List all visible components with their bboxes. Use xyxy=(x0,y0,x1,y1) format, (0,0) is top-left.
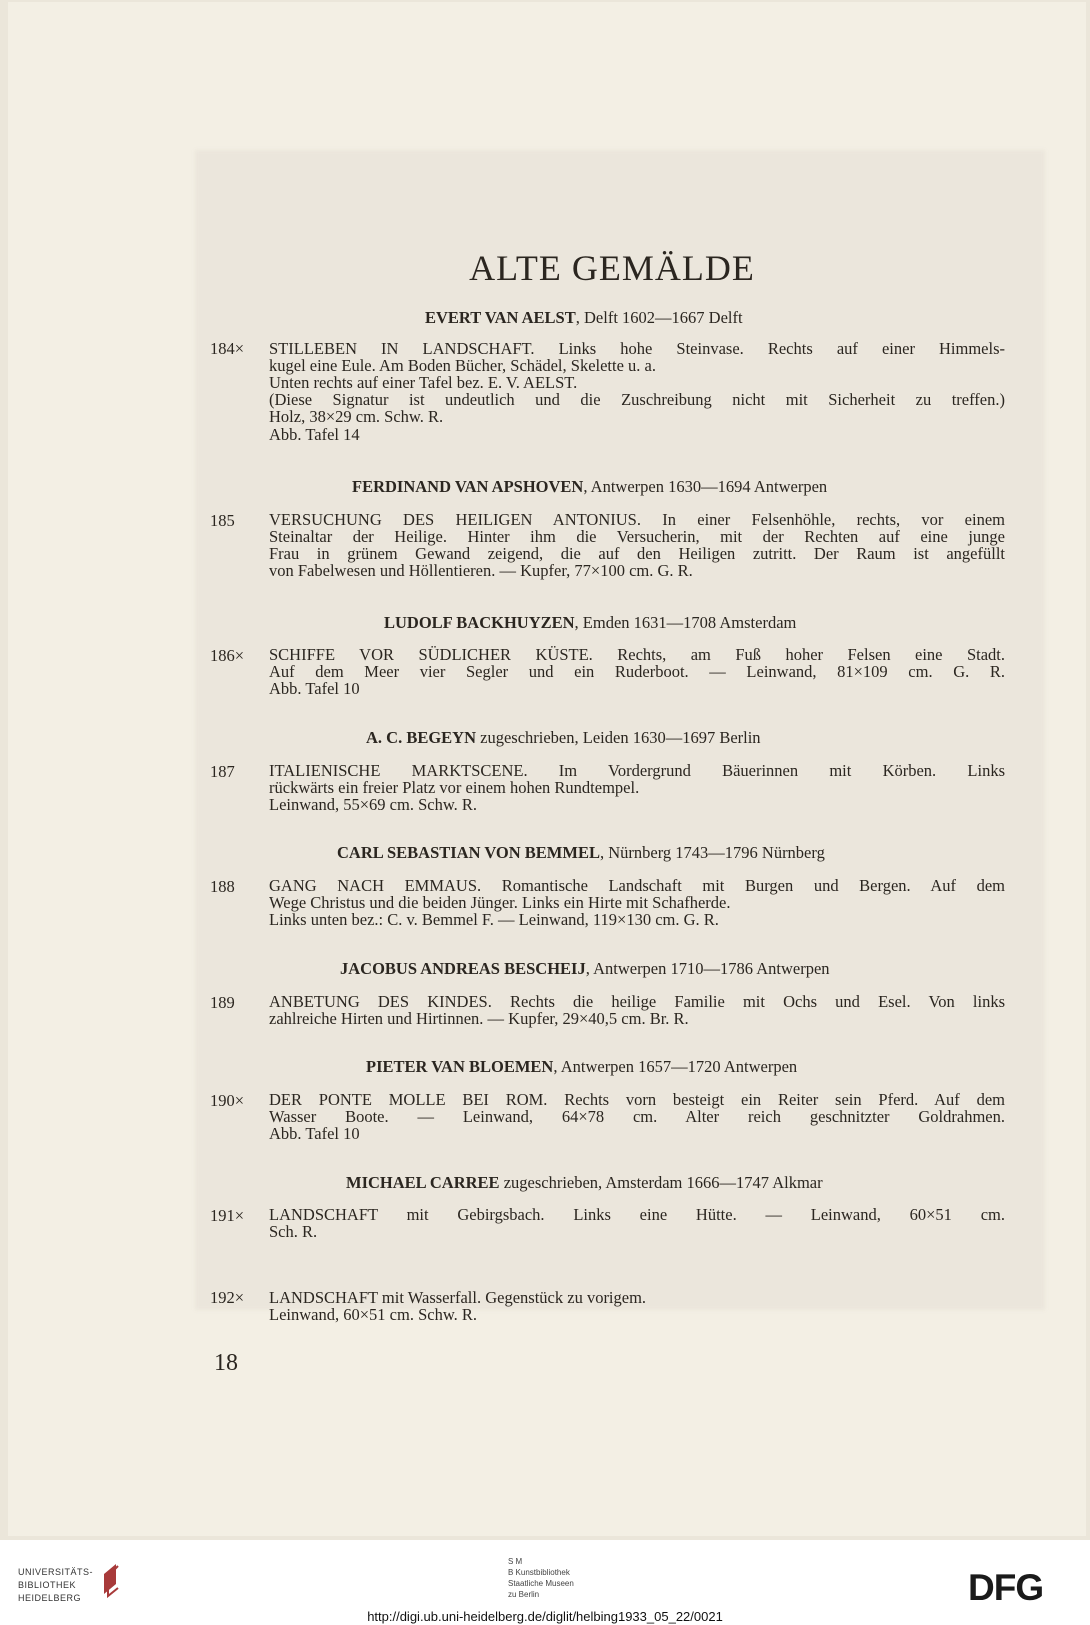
lot-text-line: Unten rechts auf einer Tafel bez. E. V. AELST. xyxy=(269,373,578,392)
lot-text-line: kugel eine Eule. Am Boden Bücher, Schädel, Skelette u. a. xyxy=(269,356,656,375)
lot-text-line: Links unten bez.: C. v. Bemmel F. — Leinwand, 119×130 cm. G. R. xyxy=(269,910,719,929)
university-library-logo[interactable] xyxy=(18,1566,93,1605)
artist-name: A. C. BEGEYN xyxy=(366,728,477,747)
lot-text-line: GANG NACH EMMAUS. Romantische Landschaft mit Burgen und Bergen. Auf dem xyxy=(269,876,1005,895)
page-title: ALTE GEMÄLDE xyxy=(469,248,755,288)
lot-text-line: rückwärts ein freier Platz vor einem hohen Rundtempel. xyxy=(269,778,640,797)
lot-number: 185 xyxy=(210,511,235,530)
lot-text-line: STILLEBEN IN LANDSCHAFT. Links hohe Steinvase. Rechts auf einer Himmels- xyxy=(269,339,1005,358)
artist-name: MICHAEL CARREE xyxy=(346,1173,500,1192)
artist-info: zugeschrieben, Leiden 1630—1697 Berlin xyxy=(476,728,761,747)
artist-name: LUDOLF BACKHUYZEN xyxy=(384,613,575,632)
lot-text-line: Abb. Tafel 14 xyxy=(269,425,360,444)
lot-text-line: Abb. Tafel 10 xyxy=(269,1124,360,1143)
artist-heading xyxy=(337,843,825,863)
artist-heading xyxy=(352,477,827,497)
artist-info: , Emden 1631—1708 Amsterdam xyxy=(574,613,797,632)
permalink-url[interactable]: http://digi.ub.uni-heidelberg.de/diglit/helbing1933_05_22/0021 xyxy=(367,1609,723,1624)
lot-text-line: Wasser Boote. — Leinwand, 64×78 cm. Alter reich geschnitzter Goldrahmen. xyxy=(269,1107,1005,1126)
lot-number: 191× xyxy=(210,1206,245,1225)
artist-name: JACOBUS ANDREAS BESCHEIJ xyxy=(340,959,586,978)
artist-heading xyxy=(346,1173,823,1193)
artist-info: , Antwerpen 1630—1694 Antwerpen xyxy=(583,477,828,496)
lot-number: 188 xyxy=(210,877,235,896)
university-seal-icon xyxy=(96,1560,130,1600)
lot-text-line: Leinwand, 60×51 cm. Schw. R. xyxy=(269,1305,478,1324)
lot-text-line: ANBETUNG DES KINDES. Rechts die heilige Familie mit Ochs und Esel. Von links xyxy=(269,992,1005,1011)
lot-text-line: Leinwand, 55×69 cm. Schw. R. xyxy=(269,795,478,814)
artist-name: PIETER VAN BLOEMEN xyxy=(366,1057,554,1076)
lot-text-line: Auf dem Meer vier Segler und ein Ruderboot. — Leinwand, 81×109 cm. G. R. xyxy=(269,662,1005,681)
artist-info: , Delft 1602—1667 Delft xyxy=(575,308,743,327)
artist-heading xyxy=(425,308,743,328)
lot-text-line: Sch. R. xyxy=(269,1222,318,1241)
artist-heading xyxy=(366,728,761,748)
lot-text-line: Frau in grünem Gewand zeigend, die auf den Heiligen zutritt. Der Raum ist angefüllt xyxy=(269,544,1005,563)
lot-number: 190× xyxy=(210,1091,245,1110)
university-logo-line: BIBLIOTHEK xyxy=(18,1580,77,1590)
university-logo-line: UNIVERSITÄTS- xyxy=(18,1567,94,1577)
lot-number: 184× xyxy=(210,339,245,358)
museum-stamp xyxy=(508,1556,574,1600)
artist-name: CARL SEBASTIAN VON BEMMEL xyxy=(337,843,600,862)
university-logo-line: HEIDELBERG xyxy=(18,1593,82,1603)
stamp-line: S M xyxy=(508,1557,523,1566)
artist-info: zugeschrieben, Amsterdam 1666—1747 Alkmar xyxy=(499,1173,823,1192)
lot-number: 189 xyxy=(210,993,235,1012)
lot-text-line: (Diese Signatur ist undeutlich und die Zuschreibung nicht mit Sicherheit zu treffen.) xyxy=(269,390,1005,409)
lot-number: 192× xyxy=(210,1288,245,1307)
artist-heading xyxy=(366,1057,797,1077)
lot-text-line: LANDSCHAFT mit Gebirgsbach. Links eine Hütte. — Leinwand, 60×51 cm. xyxy=(269,1205,1005,1224)
artist-name: FERDINAND VAN APSHOVEN xyxy=(352,477,584,496)
lot-text-line: DER PONTE MOLLE BEI ROM. Rechts vorn besteigt ein Reiter sein Pferd. Auf dem xyxy=(269,1090,1005,1109)
stamp-line: Staatliche Museen xyxy=(508,1579,574,1588)
lot-text-line: ITALIENISCHE MARKTSCENE. Im Vordergrund Bäuerinnen mit Körben. Links xyxy=(269,761,1005,780)
lot-text-line: Steinaltar der Heilige. Hinter ihm die Versucherin, mit der Rechten auf eine junge xyxy=(269,527,1005,546)
stamp-line: B Kunstbibliothek xyxy=(508,1568,570,1577)
lot-text-line: SCHIFFE VOR SÜDLICHER KÜSTE. Rechts, am Fuß hoher Felsen eine Stadt. xyxy=(269,645,1005,664)
lot-number: 186× xyxy=(210,646,245,665)
lot-text-line: Wege Christus und die beiden Jünger. Links ein Hirte mit Schafherde. xyxy=(269,893,731,912)
stamp-line: zu Berlin xyxy=(508,1590,540,1599)
lot-text-line: zahlreiche Hirten und Hirtinnen. — Kupfer, 29×40,5 cm. Br. R. xyxy=(269,1009,689,1028)
lot-number: 187 xyxy=(210,762,235,781)
artist-info: , Antwerpen 1710—1786 Antwerpen xyxy=(585,959,830,978)
artist-heading xyxy=(340,959,830,979)
page-number: 18 xyxy=(214,1350,238,1376)
lot-text-line: VERSUCHUNG DES HEILIGEN ANTONIUS. In einer Felsenhöhle, rechts, vor einem xyxy=(269,510,1005,529)
artist-info: , Antwerpen 1657—1720 Antwerpen xyxy=(553,1057,798,1076)
artist-info: , Nürnberg 1743—1796 Nürnberg xyxy=(599,843,825,862)
artist-heading xyxy=(384,613,796,633)
dfg-logo[interactable]: DFG xyxy=(968,1567,1044,1608)
lot-text-line: Abb. Tafel 10 xyxy=(269,679,360,698)
artist-name: EVERT VAN AELST xyxy=(425,308,576,327)
lot-text-line: Holz, 38×29 cm. Schw. R. xyxy=(269,407,444,426)
lot-text-line: von Fabelwesen und Höllentieren. — Kupfer, 77×100 cm. G. R. xyxy=(269,561,693,580)
lot-text-line: LANDSCHAFT mit Wasserfall. Gegenstück zu vorigem. xyxy=(269,1288,647,1307)
